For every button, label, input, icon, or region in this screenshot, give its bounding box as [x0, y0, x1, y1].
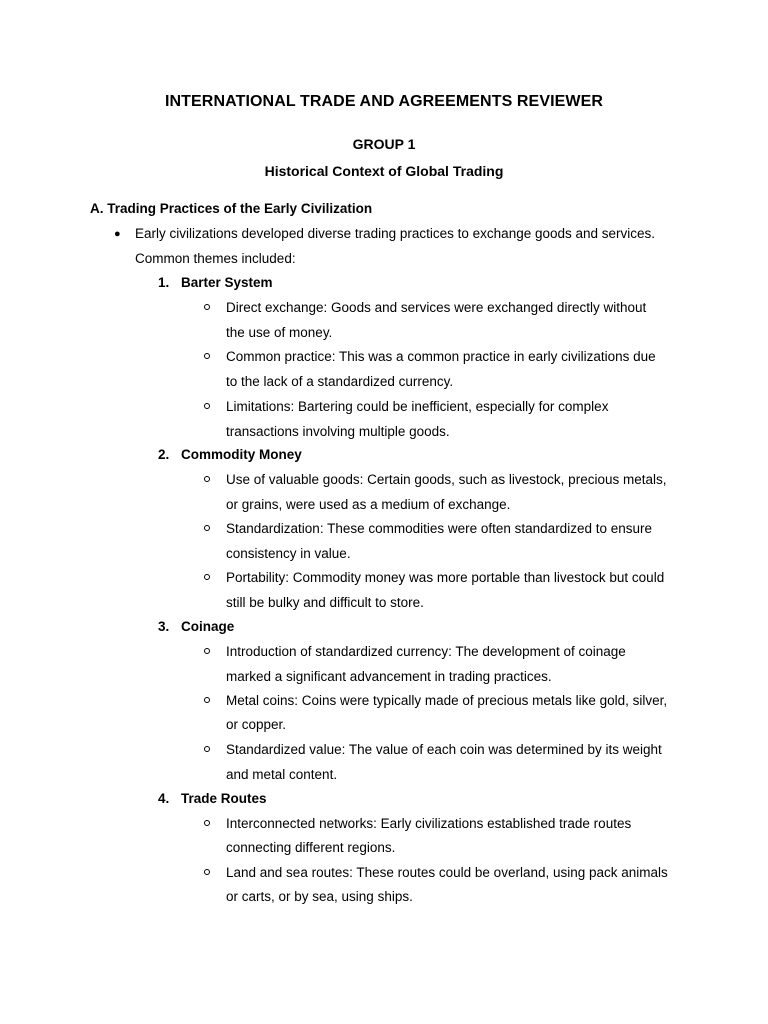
sub-point-line: Standardized value: The value of each coin was determined by its weight	[226, 742, 662, 757]
sub-point-line: Direct exchange: Goods and services were exchanged directly without	[226, 300, 647, 315]
hollow-circle-bullet-icon	[204, 476, 210, 482]
hollow-circle-bullet-icon	[204, 697, 210, 703]
sub-point-line: Land and sea routes: These routes could be overland, using pack animals	[226, 865, 668, 880]
hollow-circle-bullet-icon	[204, 746, 210, 752]
sub-point-line: Metal coins: Coins were typically made of precious metals like gold, silver,	[226, 693, 668, 708]
document-title: INTERNATIONAL TRADE AND AGREEMENTS REVIEWER	[164, 93, 604, 110]
hollow-circle-bullet-icon	[204, 403, 210, 409]
sub-point-line: Introduction of standardized currency: The development of coinage	[226, 644, 626, 659]
sub-point-line: Use of valuable goods: Certain goods, such as livestock, precious metals,	[226, 472, 667, 487]
hollow-circle-bullet-icon	[204, 820, 210, 826]
list-item-title: Commodity Money	[181, 447, 302, 462]
list-item-title: Coinage	[181, 619, 235, 634]
sub-point-line: the use of money.	[226, 325, 333, 340]
section-heading: A. Trading Practices of the Early Civilization	[90, 201, 373, 216]
document-subtitle: Historical Context of Global Trading	[264, 163, 504, 179]
list-item-number: 4.	[158, 791, 170, 806]
sub-point-line: and metal content.	[226, 767, 338, 782]
sub-point-line: or carts, or by sea, using ships.	[226, 889, 413, 904]
sub-point-line: Interconnected networks: Early civilizations established trade routes	[226, 816, 632, 831]
hollow-circle-bullet-icon	[204, 353, 210, 359]
intro-text-line: Early civilizations developed diverse trading practices to exchange goods and services.	[135, 226, 656, 241]
hollow-circle-bullet-icon	[204, 648, 210, 654]
list-item-number: 3.	[158, 619, 170, 634]
hollow-circle-bullet-icon	[204, 574, 210, 580]
list-item-title: Trade Routes	[181, 791, 267, 806]
sub-point-line: marked a significant advancement in trading practices.	[226, 669, 552, 684]
sub-point-line: Portability: Commodity money was more portable than livestock but could	[226, 570, 665, 585]
sub-point-line: connecting different regions.	[226, 840, 396, 855]
sub-point-line: still be bulky and difficult to store.	[226, 595, 424, 610]
sub-point-line: or grains, were used as a medium of exchange.	[226, 497, 511, 512]
sub-point-line: Limitations: Bartering could be inefficient, especially for complex	[226, 399, 609, 414]
hollow-circle-bullet-icon	[204, 869, 210, 875]
list-item-title: Barter System	[181, 275, 273, 290]
sub-point-line: or copper.	[226, 717, 287, 732]
intro-text-line: Common themes included:	[135, 251, 296, 266]
group-heading: GROUP 1	[352, 136, 416, 152]
sub-point-line: Common practice: This was a common practice in early civilizations due	[226, 349, 656, 364]
sub-point-line: transactions involving multiple goods.	[226, 424, 450, 439]
bullet-dot-icon: ●	[114, 228, 121, 240]
sub-point-line: consistency in value.	[226, 546, 351, 561]
sub-point-line: Standardization: These commodities were often standardized to ensure	[226, 521, 652, 536]
hollow-circle-bullet-icon	[204, 525, 210, 531]
hollow-circle-bullet-icon	[204, 304, 210, 310]
sub-point-line: to the lack of a standardized currency.	[226, 374, 454, 389]
list-item-number: 1.	[158, 275, 170, 290]
list-item-number: 2.	[158, 447, 170, 462]
